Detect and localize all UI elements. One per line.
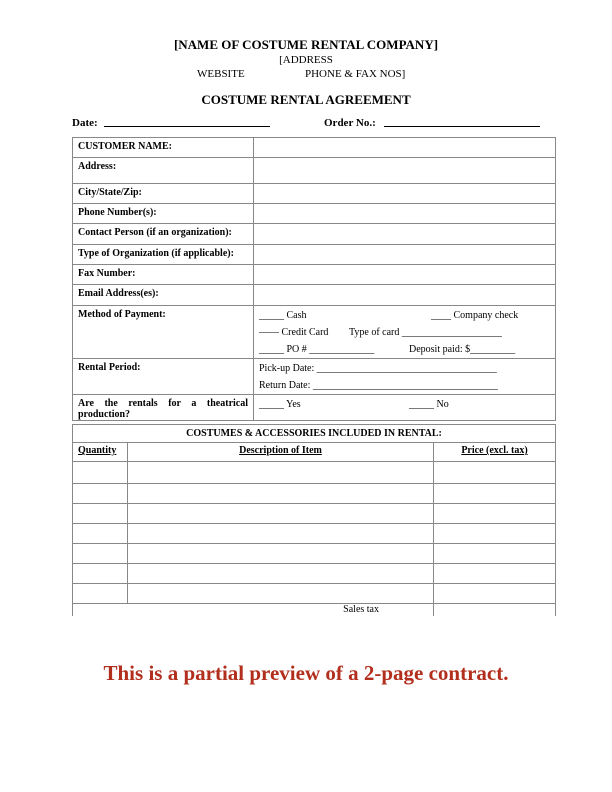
sales-tax-label: Sales tax — [73, 604, 434, 617]
sales-tax-cell[interactable] — [434, 604, 556, 617]
company-address: [ADDRESS — [279, 54, 333, 66]
fax-label: Fax Number: — [73, 265, 254, 285]
preview-notice: This is a partial preview of a 2-page contract. — [103, 661, 509, 685]
order-number-label: Order No.: — [324, 117, 376, 129]
description-column-header: Description of Item — [128, 443, 434, 462]
quantity-cell[interactable] — [73, 544, 128, 564]
price-cell[interactable] — [434, 584, 556, 604]
customer-name-label: CUSTOMER NAME: — [73, 138, 254, 158]
payment-method-label: Method of Payment: — [73, 306, 254, 359]
quantity-cell[interactable] — [73, 504, 128, 524]
rental-items-table — [72, 424, 556, 616]
price-cell[interactable] — [434, 462, 556, 484]
contact-line — [0, 68, 612, 82]
description-cell[interactable] — [128, 462, 434, 484]
item-row — [73, 524, 556, 544]
date-field[interactable] — [104, 126, 270, 127]
email-field[interactable] — [254, 285, 556, 306]
contact-person-field[interactable] — [254, 224, 556, 245]
item-row — [73, 462, 556, 484]
yes-option[interactable]: _____ Yes — [259, 399, 301, 410]
item-row — [73, 504, 556, 524]
city-state-zip-label: City/State/Zip: — [73, 184, 254, 204]
quantity-column-header: Quantity — [73, 443, 128, 462]
description-cell[interactable] — [128, 524, 434, 544]
deposit-field[interactable]: Deposit paid: $_________ — [409, 344, 516, 355]
address-label: Address: — [73, 158, 254, 184]
quantity-cell[interactable] — [73, 462, 128, 484]
city-state-zip-field[interactable] — [254, 184, 556, 204]
quantity-cell[interactable] — [73, 524, 128, 544]
email-label: Email Address(es): — [73, 285, 254, 306]
rental-period-fields — [254, 359, 556, 395]
company-check-option[interactable]: ____ Company check — [431, 310, 519, 321]
price-column-header: Price (excl. tax) — [434, 443, 556, 462]
order-number-field[interactable] — [384, 126, 540, 127]
item-row — [73, 544, 556, 564]
org-type-label: Type of Organization (if applicable): — [73, 245, 254, 265]
org-type-field[interactable] — [254, 245, 556, 265]
item-row — [73, 584, 556, 604]
description-cell[interactable] — [128, 484, 434, 504]
agreement-title: COSTUME RENTAL AGREEMENT — [201, 92, 411, 107]
date-label: Date: — [72, 117, 98, 129]
po-option[interactable]: _____ PO # _____________ — [259, 344, 375, 355]
item-row — [73, 564, 556, 584]
phone-fax-label: PHONE & FAX NOS] — [305, 68, 406, 80]
item-row — [73, 484, 556, 504]
website-label: WEBSITE — [197, 68, 245, 80]
description-cell[interactable] — [128, 504, 434, 524]
customer-info-table — [72, 137, 556, 421]
description-cell[interactable] — [128, 584, 434, 604]
payment-method-options — [254, 306, 556, 359]
price-cell[interactable] — [434, 484, 556, 504]
sales-tax-row — [73, 604, 556, 617]
theatrical-question: Are the rentals for a theatrical production? — [73, 395, 254, 421]
credit-card-option[interactable]: —— Credit Card — [259, 327, 329, 338]
phone-field[interactable] — [254, 204, 556, 224]
customer-name-field[interactable] — [254, 138, 556, 158]
quantity-cell[interactable] — [73, 584, 128, 604]
company-name: [NAME OF COSTUME RENTAL COMPANY] — [173, 37, 439, 52]
return-date-field[interactable]: Return Date: _____________________________________ — [259, 380, 498, 391]
description-cell[interactable] — [128, 544, 434, 564]
fax-field[interactable] — [254, 265, 556, 285]
address-field[interactable] — [254, 158, 556, 184]
phone-label: Phone Number(s): — [73, 204, 254, 224]
price-cell[interactable] — [434, 564, 556, 584]
no-option[interactable]: _____ No — [409, 399, 449, 410]
quantity-cell[interactable] — [73, 484, 128, 504]
price-cell[interactable] — [434, 504, 556, 524]
cash-option[interactable]: _____ Cash — [259, 310, 307, 321]
theatrical-options — [254, 395, 556, 421]
price-cell[interactable] — [434, 544, 556, 564]
items-section-heading: COSTUMES & ACCESSORIES INCLUDED IN RENTAL: — [73, 425, 556, 443]
pickup-date-field[interactable]: Pick-up Date: ____________________________________ — [259, 363, 497, 374]
quantity-cell[interactable] — [73, 564, 128, 584]
description-cell[interactable] — [128, 564, 434, 584]
card-type-field[interactable]: Type of card ____________________ — [349, 327, 502, 338]
price-cell[interactable] — [434, 524, 556, 544]
contact-person-label: Contact Person (if an organization): — [73, 224, 254, 245]
rental-period-label: Rental Period: — [73, 359, 254, 395]
